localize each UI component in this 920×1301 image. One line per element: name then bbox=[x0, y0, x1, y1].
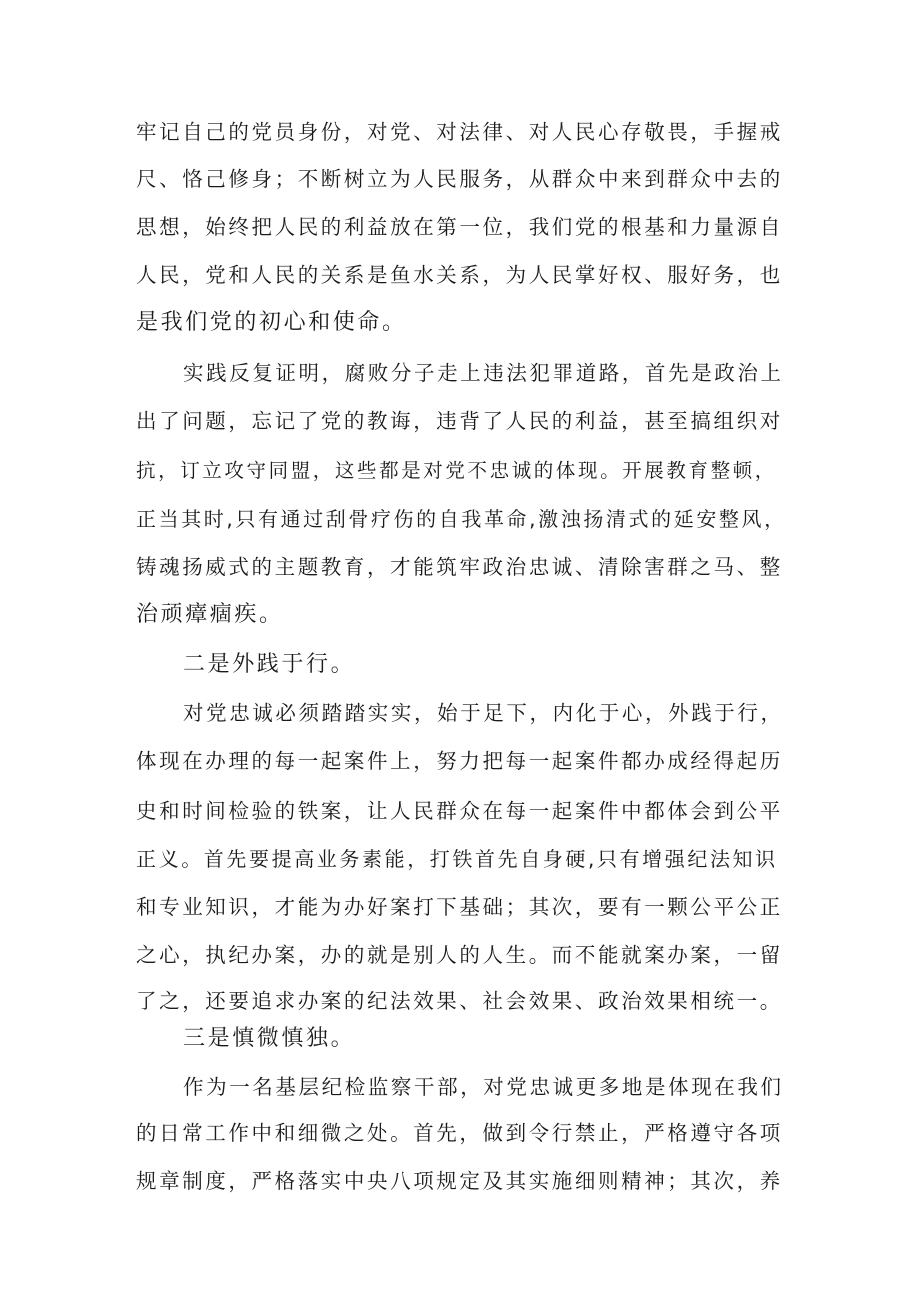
text-line: 治顽瘴痼疾。 bbox=[136, 602, 284, 627]
text-line: 的日常工作中和细微之处。首先，做到令行禁止，严格遵守各项 bbox=[136, 1121, 783, 1145]
text-line: 思想，始终把人民的利益放在第一位，我们党的根基和力量源自 bbox=[136, 215, 783, 239]
text-line: 对党忠诚必须踏踏实实，始于足下，内化于心，外践于行， bbox=[183, 701, 784, 725]
text-line: 出了问题，忘记了党的教诲，违背了人民的利益，甚至搞组织对 bbox=[136, 409, 783, 433]
text-line: 规章制度，严格落实中央八项规定及其实施细则精神；其次，养 bbox=[136, 1169, 783, 1193]
text-line: 牢记自己的党员身份，对党、对法律、对人民心存敬畏，手握戒 bbox=[136, 120, 783, 144]
text-line: 作为一名基层纪检监察干部，对党忠诚更多地是体现在我们 bbox=[183, 1075, 784, 1099]
section-heading: 三是慎微慎独。 bbox=[183, 1026, 356, 1051]
text-line: 实践反复证明，腐败分子走上违法犯罪道路，首先是政治上 bbox=[183, 361, 784, 385]
text-line: 尺、恪己修身；不断树立为人民服务，从群众中来到群众中去的 bbox=[136, 167, 783, 191]
text-line: 铸魂扬威式的主题教育，才能筑牢政治忠诚、清除害群之马、整 bbox=[136, 555, 783, 579]
text-line: 体现在办理的每一起案件上，努力把每一起案件都办成经得起历 bbox=[136, 749, 783, 773]
text-line: 了之，还要追求办案的纪法效果、社会效果、政治效果相统一。 bbox=[136, 989, 783, 1013]
section-heading: 二是外践于行。 bbox=[183, 652, 356, 677]
text-line: 之心，执纪办案，办的就是别人的人生。而不能就案办案，一留 bbox=[136, 943, 783, 967]
text-line: 是我们党的初心和使命。 bbox=[136, 310, 407, 335]
text-line: 人民，党和人民的关系是鱼水关系，为人民掌好权、服好务，也 bbox=[136, 263, 783, 287]
text-line: 抗，订立攻守同盟，这些都是对党不忠诚的体现。开展教育整顿， bbox=[136, 459, 777, 482]
text-line: 和专业知识，才能为办好案打下基础；其次，要有一颗公平公正 bbox=[136, 895, 783, 919]
text-line: 正当其时,只有通过刮骨疗伤的自我革命,激浊扬清式的延安整风， bbox=[136, 507, 787, 531]
text-line: 史和时间检验的铁案，让人民群众在每一起案件中都体会到公平 bbox=[136, 799, 783, 823]
text-line: 正义。首先要提高业务素能，打铁首先自身硬,只有增强纪法知识 bbox=[136, 847, 778, 871]
